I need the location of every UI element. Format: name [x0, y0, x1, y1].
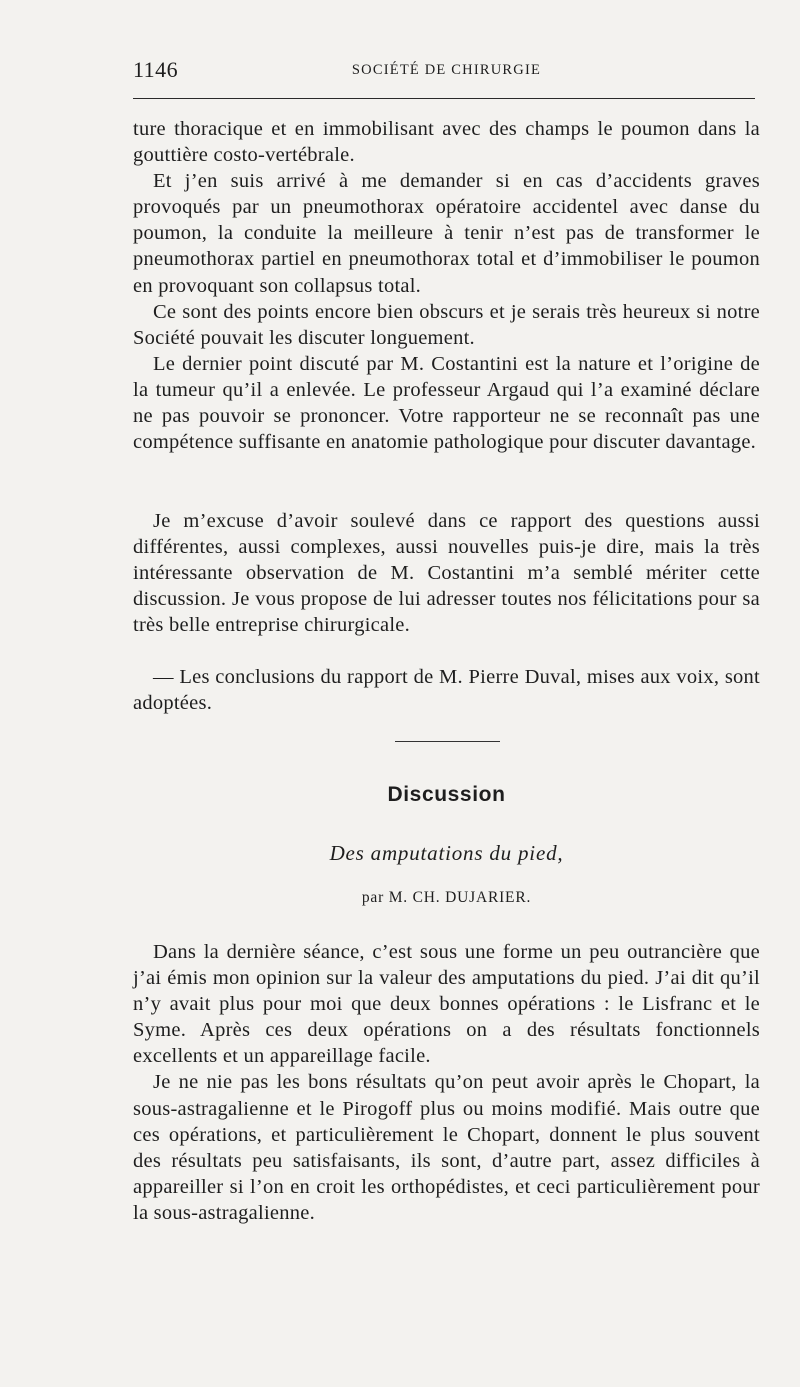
- page-header: [133, 57, 760, 87]
- paragraph: Je m’excuse d’avoir soulevé dans ce rapport des questions aussi différentes, aussi complexes, aussi nouvelles puis-je dire, mais la très intéressante observation de M. Costantini m’a semblé mériter cette discussion. Je vous propose de lui adresser toutes nos félicitations pour sa très belle entreprise chirurgicale.: [133, 510, 760, 637]
- paragraph: Et j’en suis arrivé à me demander si en cas d’accidents graves provoqués par un pneumothorax opératoire accidentel avec danse du poumon, la conduite la meilleure à tenir n’est pas de transformer le pneumothorax partiel en pneumothorax total et d’immobiliser le poumon en provoquant son collapsus total.: [133, 170, 760, 297]
- paragraph: ture thoracique et en immobilisant avec des champs le poumon dans la gouttière costo-vertébrale.: [133, 118, 760, 167]
- paragraph: — Les conclusions du rapport de M. Pierre Duval, mises aux voix, sont adoptées.: [133, 666, 760, 715]
- running-head: SOCIÉTÉ DE CHIRURGIE: [351, 62, 542, 78]
- article-title: Des amputations du pied,: [329, 841, 564, 865]
- header-rule: [133, 98, 755, 99]
- paragraph: Dans la dernière séance, c’est sous une forme un peu outrancière que j’ai émis mon opinion sur la valeur des amputations du pied. J’ai dit qu’il n’y avait plus pour moi que deux bonnes opérations : le Lisfranc et le Syme. Après ces deux opérations on a des résultats fonctionnels excellents et un appareillage facile.: [133, 941, 760, 1068]
- text-block-report-end: [133, 116, 760, 455]
- byline: par M. CH. DUJARIER.: [361, 889, 532, 906]
- text-block-conclusion: [133, 508, 760, 638]
- text-block-vote: [133, 664, 760, 716]
- section-divider: [395, 741, 500, 742]
- section-title: Discussion: [387, 783, 506, 806]
- text-block-discussion: [133, 939, 760, 1226]
- paragraph: Le dernier point discuté par M. Costantini est la nature et l’origine de la tumeur qu’il a enlevée. Le professeur Argaud qui l’a examiné déclare ne pas pouvoir se prononcer. Votre rapporteur ne se reconnaît pas une compétence suffisante en anatomie pathologique pour discuter davantage.: [133, 352, 760, 454]
- page-number: 1146: [133, 57, 179, 82]
- paragraph: Ce sont des points encore bien obscurs et je serais très heureux si notre Société pouvait les discuter longuement.: [133, 300, 760, 349]
- paragraph: Je ne nie pas les bons résultats qu’on peut avoir après le Chopart, la sous-astragalienne et le Pirogoff plus ou moins modifié. Mais outre que ces opérations, et particulièrement le Chopart, donnent le plus souvent des résultats peu satisfaisants, ils sont, d’autre part, assez difficiles à appareiller si l’on en croit les orthopédistes, et ceci particulièrement pour la sous-astragalienne.: [133, 1071, 760, 1224]
